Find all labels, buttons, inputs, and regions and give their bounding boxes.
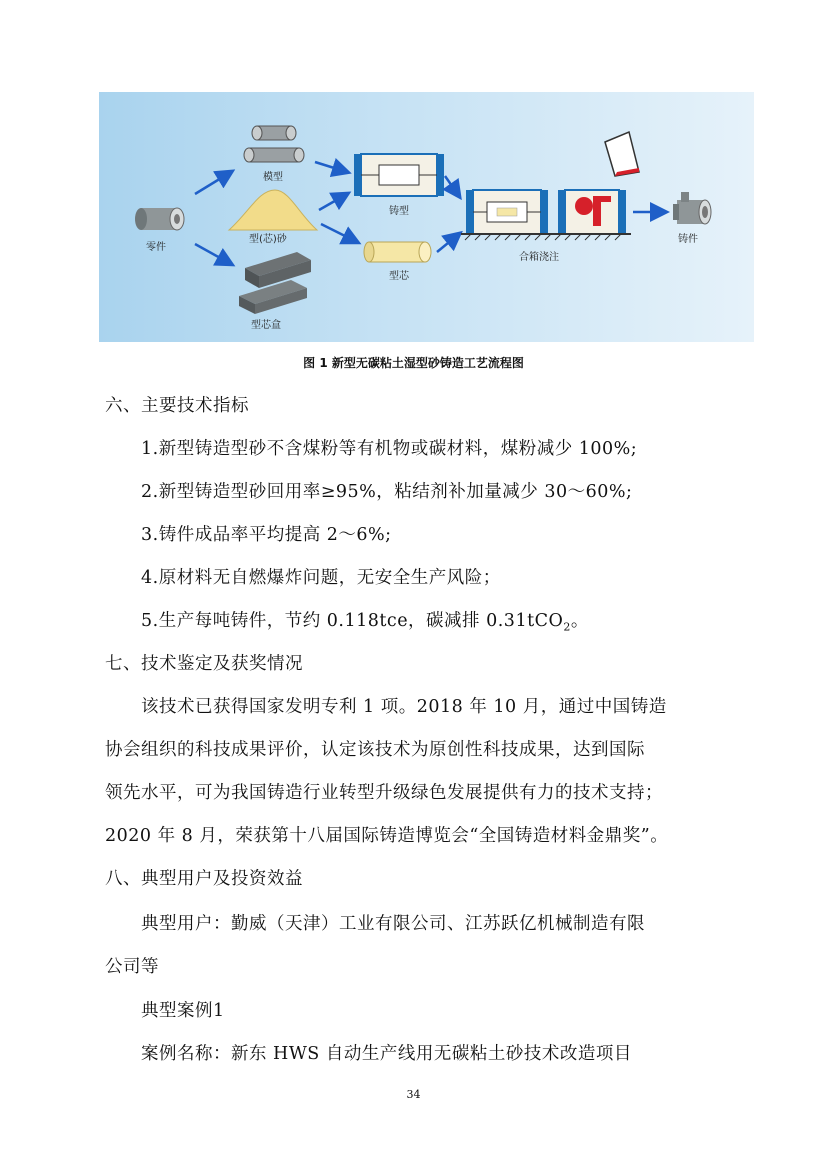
section-6-heading: 六、主要技术指标: [105, 396, 249, 416]
assembly-flask-icon: [466, 190, 548, 234]
assembly-label: 合箱浇注: [519, 252, 559, 263]
corebox-icon: [239, 252, 311, 314]
ladle-icon: [605, 132, 639, 176]
figure-caption: 图 1 新型无碳粘土湿型砂铸造工艺流程图: [303, 356, 524, 370]
part-cylinder-icon: [135, 208, 184, 230]
section-7-line-3: 领先水平，可为我国铸造行业转型升级绿色发展提供有力的技术支持；: [105, 783, 663, 803]
item-5-end: 。: [570, 611, 589, 631]
arrow-pattern-mold: [315, 162, 347, 172]
section-8-heading: 八、典型用户及投资效益: [105, 869, 303, 889]
section-7-line-2: 协会组织的科技成果评价，认定该技术为原创性科技成果，达到国际: [105, 740, 645, 760]
indicator-item-1: 1.新型铸造型砂不含煤粉等有机物或碳材料，煤粉减少 100%;: [141, 439, 638, 459]
core-label: 型芯: [389, 271, 409, 282]
arrow-sand-mold: [319, 194, 347, 210]
casting-icon: [673, 192, 711, 224]
arrow-part-pattern: [195, 172, 231, 194]
mold-label: 铸型: [389, 206, 409, 217]
indicator-item-5: [141, 607, 589, 634]
arrow-core-assembly: [437, 234, 459, 252]
arrow-sand-core: [321, 224, 357, 242]
mold-flask-icon: [354, 154, 444, 196]
pattern-icon: [244, 126, 304, 162]
typical-users-line-2: 公司等: [105, 957, 159, 977]
casting-label: 铸件: [678, 234, 698, 245]
indicator-item-3: 3.铸件成品率平均提高 2～6%;: [141, 525, 392, 545]
case-title: 典型案例1: [141, 1001, 225, 1021]
section-7-heading: 七、技术鉴定及获奖情况: [105, 654, 303, 674]
process-flow-figure: [99, 92, 754, 342]
sand-pile-icon: [229, 190, 317, 230]
pattern-label: 模型: [263, 172, 283, 183]
typical-users-line-1: 典型用户：勤威（天津）工业有限公司、江苏跃亿机械制造有限: [141, 914, 645, 934]
indicator-item-4: 4.原材料无自燃爆炸问题，无安全生产风险；: [141, 568, 501, 588]
item-5-subscript: 2: [563, 620, 571, 634]
page-number: 34: [406, 1088, 421, 1101]
section-7-line-4: 2020 年 8 月，荣获第十八届国际铸造博览会“全国铸造材料金鼎奖”。: [105, 826, 669, 846]
pouring-flask-icon: [558, 190, 626, 234]
corebox-label: 型芯盒: [251, 320, 281, 331]
indicator-item-2: 2.新型铸造型砂回用率≥95%，粘结剂补加量减少 30～60%;: [141, 482, 633, 502]
core-icon: [364, 242, 431, 262]
ground-hatch: [461, 234, 631, 240]
section-7-line-1: 该技术已获得国家发明专利 1 项。2018 年 10 月，通过中国铸造: [141, 697, 667, 717]
process-flow-diagram: [99, 92, 754, 342]
item-5-text: 5.生产每吨铸件，节约 0.118tce，碳减排 0.31tCO: [141, 611, 564, 631]
sand-label: 型(芯)砂: [249, 234, 287, 245]
case-name: 案例名称：新东 HWS 自动生产线用无碳粘土砂技术改造项目: [141, 1044, 632, 1064]
arrow-part-corebox: [195, 244, 231, 264]
part-label: 零件: [146, 242, 166, 253]
arrow-mold-assembly: [445, 176, 459, 196]
